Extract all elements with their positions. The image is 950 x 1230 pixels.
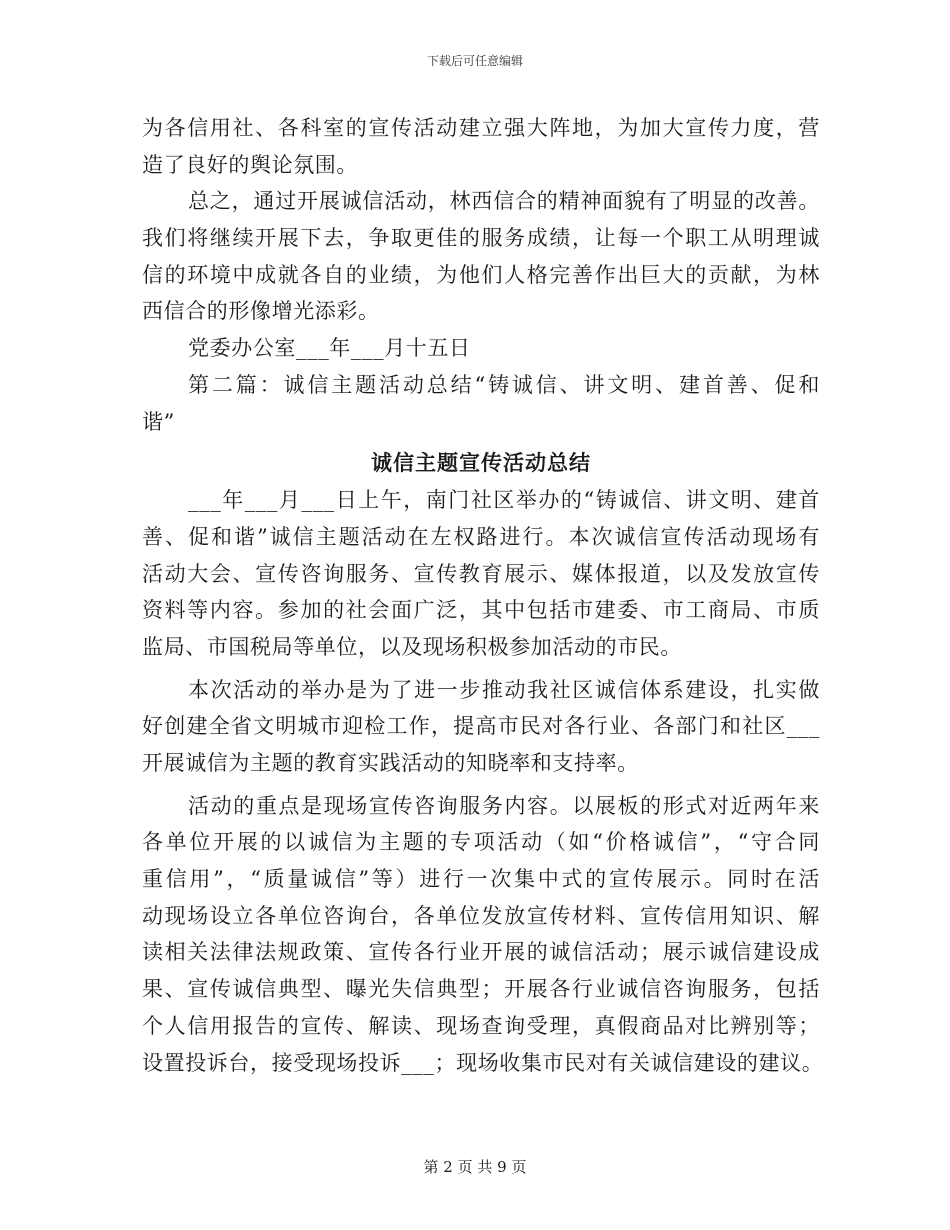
text-line: 监局、市国税局等单位，以及现场积极参加活动的市民。	[142, 634, 682, 659]
text-line: 活动大会、宣传咨询服务、宣传教育展示、媒体报道，以及发放宣传	[142, 561, 820, 586]
text-line: 善、促和谐”诚信主题活动在左权路进行。本次诚信宣传活动现场有	[142, 524, 820, 549]
text-line: 开展诚信为主题的教育实践活动的知晓率和支持率。	[142, 751, 639, 775]
text-line: 个人信用报告的宣传、解读、现场查询受理，真假商品对比辨别等；	[142, 1013, 820, 1038]
text-line: 我们将继续开展下去，争取更佳的服务成绩，让每一个职工从明理诚	[142, 226, 820, 251]
text-line: 果、宣传诚信典型、曝光失信典型；开展各行业诚信咨询服务，包括	[142, 977, 820, 1002]
text-line: 活动的重点是现场宣传咨询服务内容。以展板的形式对近两年来	[188, 793, 820, 818]
text-line: 动现场设立各单位咨询台，各单位发放宣传材料、宣传信用知识、解	[142, 903, 820, 928]
text-line: 第二篇：诚信主题活动总结“铸诚信、讲文明、建首善、促和	[188, 372, 820, 397]
text-line: 造了良好的舆论氛围。	[142, 152, 358, 177]
text-line: 本次活动的举办是为了进一步推动我社区诚信体系建设，扎实做	[188, 677, 820, 702]
text-line: 各单位开展的以诚信为主题的专项活动（如“价格诚信”，“守合同	[142, 830, 820, 855]
text-line: 信的环境中成就各自的业绩，为他们人格完善作出巨大的贡献，为林	[142, 262, 820, 287]
text-line: 谐”	[142, 409, 175, 434]
signature-line: 党委办公室___年___月十五日	[188, 336, 471, 361]
document-body	[142, 110, 824, 1081]
text-line: 设置投诉台，接受现场投诉___；现场收集市民对有关诚信建设的建议。	[142, 1050, 824, 1075]
page-header: 下载后可任意编辑	[426, 54, 523, 68]
text-line: 读相关法律法规政策、宣传各行业开展的诚信活动；展示诚信建设成	[142, 940, 820, 965]
text-line: 好创建全省文明城市迎检工作，提高市民对各行业、各部门和社区___	[142, 714, 820, 739]
text-line: 为各信用社、各科室的宣传活动建立强大阵地，为加大宣传力度，营	[142, 116, 820, 140]
page-footer: 第 2 页 共 9 页	[423, 1158, 527, 1176]
text-line: 资料等内容。参加的社会面广泛，其中包括市建委、市工商局、市质	[142, 598, 820, 623]
section-title: 诚信主题宣传活动总结	[371, 451, 591, 476]
text-line: 重信用”，“质量诚信”等）进行一次集中式的宣传展示。同时在活	[142, 867, 820, 892]
text-line: 总之，通过开展诚信活动，林西信合的精神面貌有了明显的改善。	[188, 189, 820, 214]
text-line: ___年___月___日上午，南门社区举办的“铸诚信、讲文明、建首	[188, 488, 820, 513]
text-line: 西信合的形像增光添彩。	[142, 299, 380, 324]
